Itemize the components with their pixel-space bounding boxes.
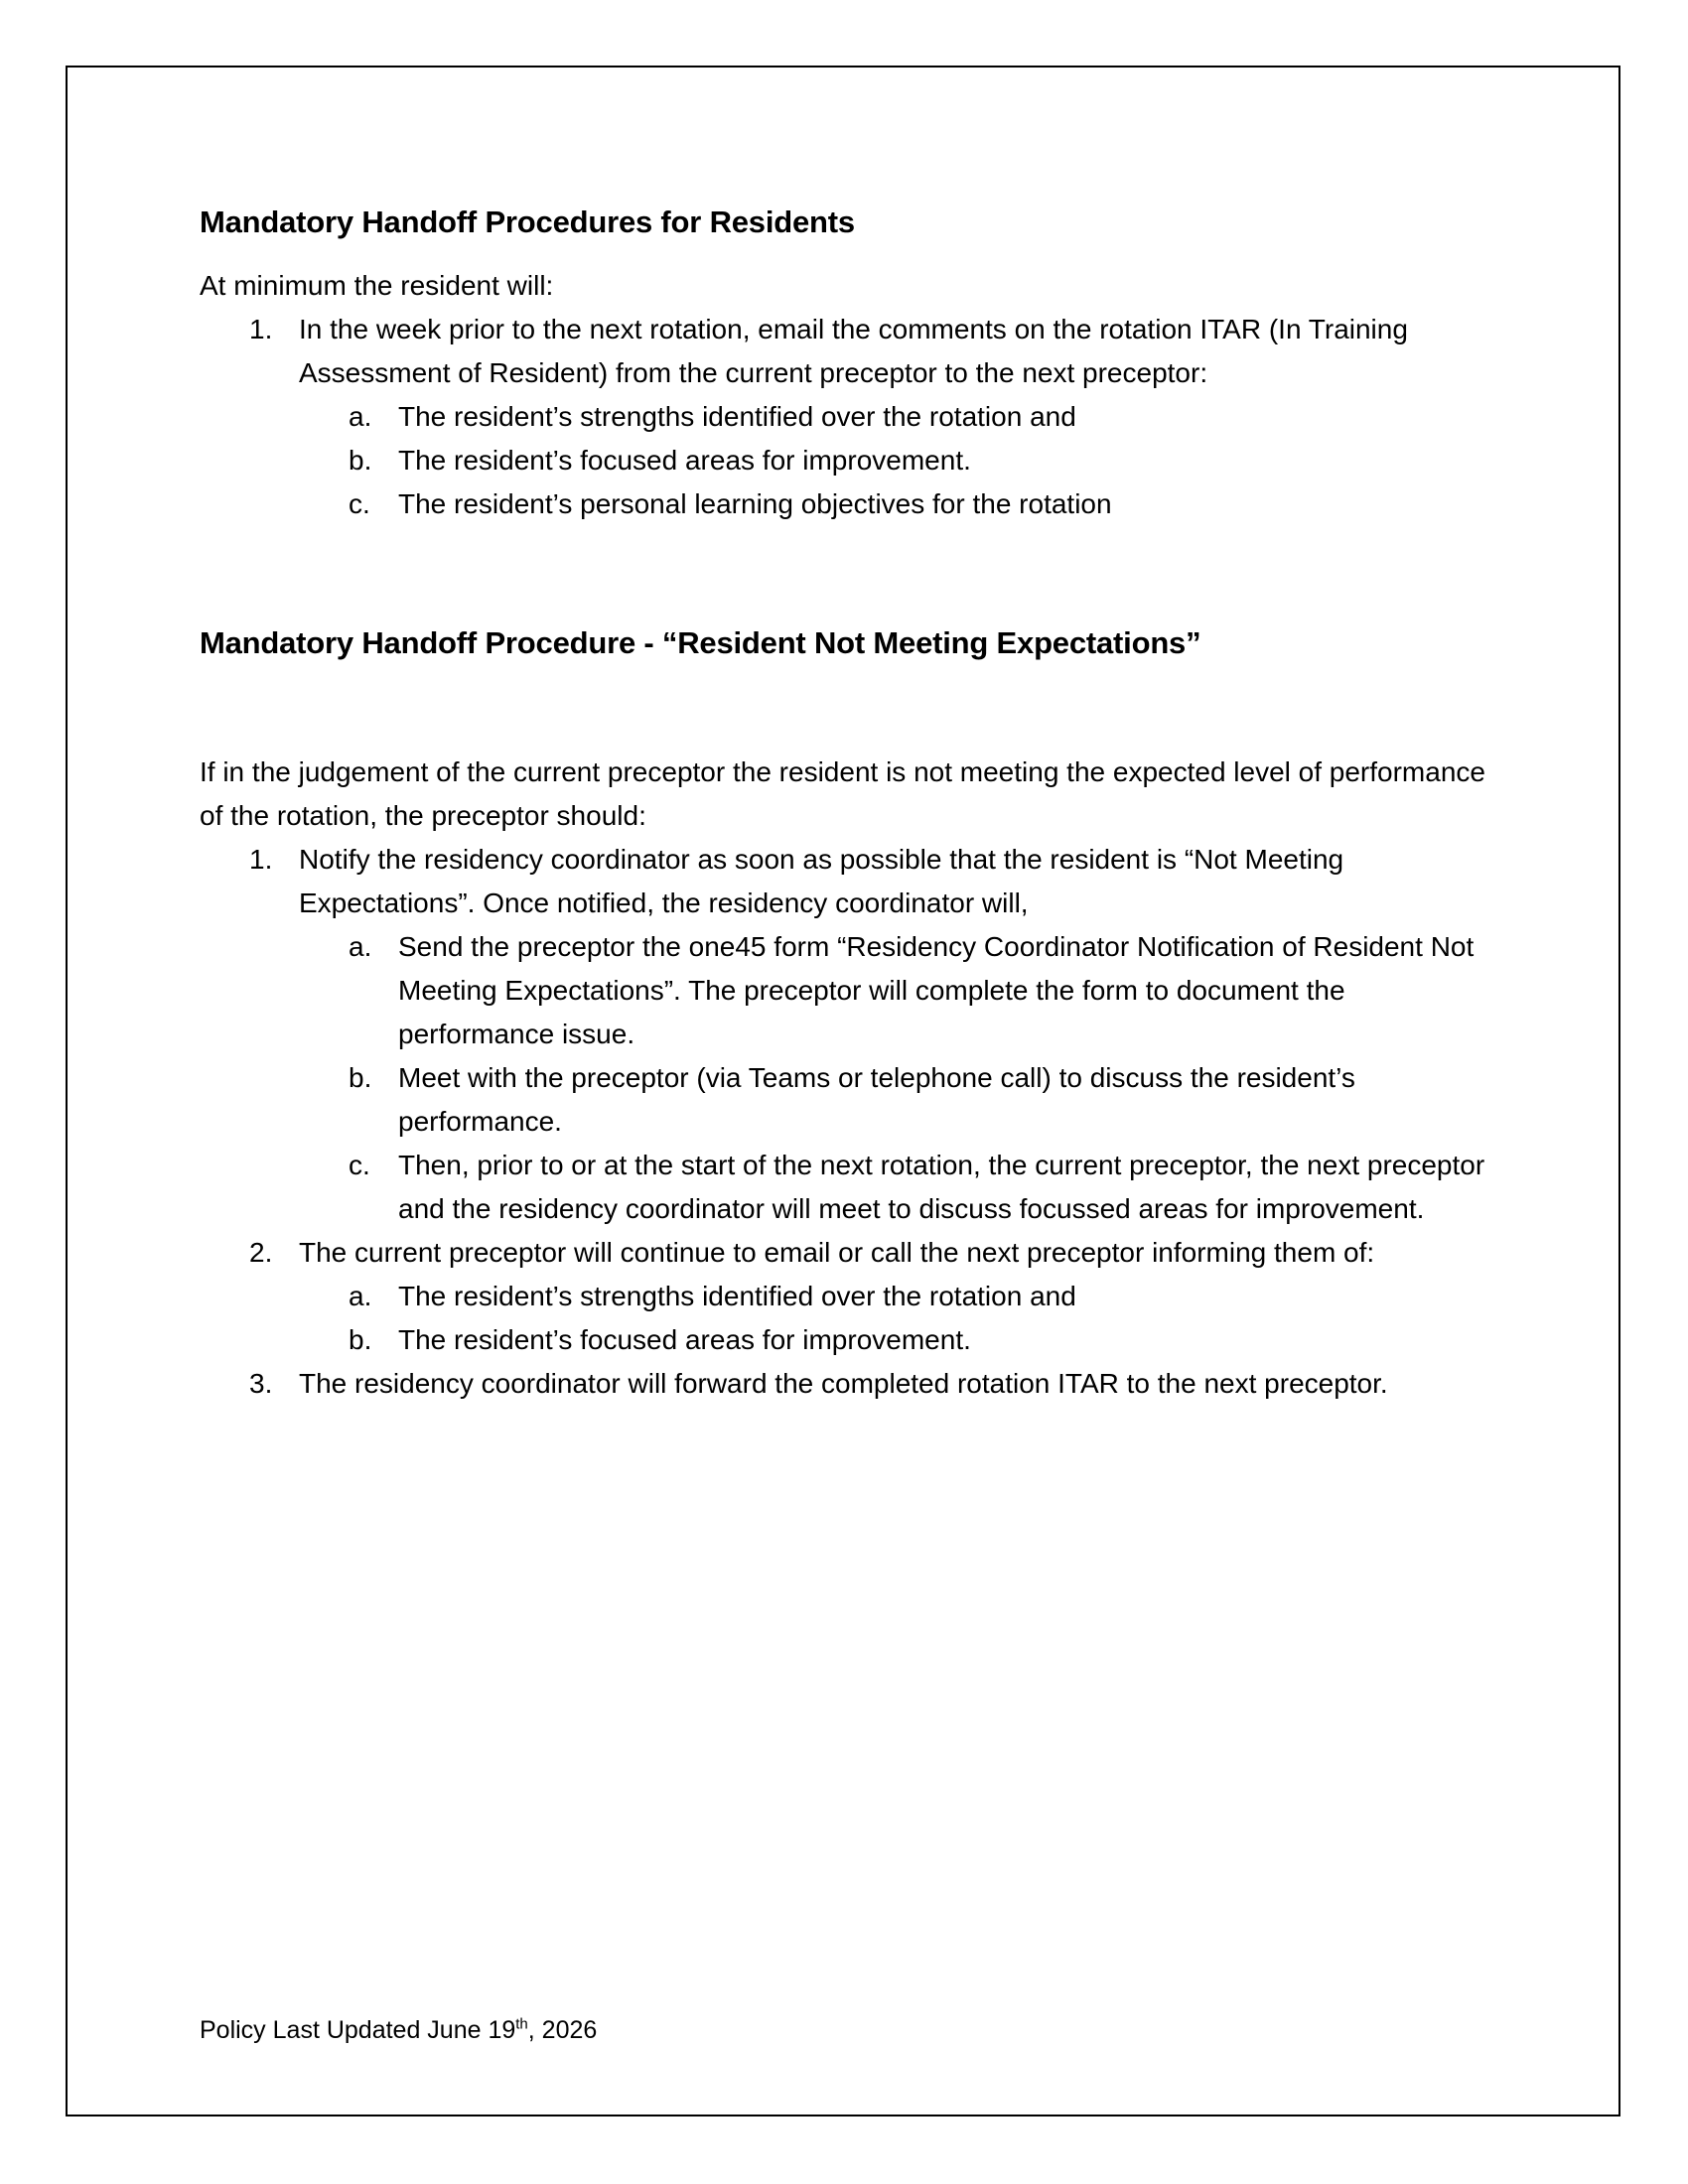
item-number: 1.: [249, 314, 273, 344]
sub-item-letter: a.: [349, 401, 372, 432]
sub-list-item: [299, 925, 1490, 1056]
item-text: In the week prior to the next rotation, email the comments on the rotation ITAR (In Training Assessment of Resident) from the current preceptor to the next preceptor:: [299, 314, 1408, 388]
section2-list: [200, 838, 1490, 1406]
sub-item-letter: a.: [349, 1281, 372, 1311]
item-text: The current preceptor will continue to email or call the next preceptor informing them of:: [299, 1237, 1375, 1268]
section2-intro: If in the judgement of the current preceptor the resident is not meeting the expected level of performance of the rotation, the preceptor should:: [200, 756, 1485, 831]
sub-list-item: [299, 395, 1451, 439]
sub-item-text: The resident’s strengths identified over the rotation and: [398, 401, 1076, 432]
sub-item-letter: b.: [349, 445, 372, 476]
sub-item-text: The resident’s focused areas for improvement.: [398, 1324, 971, 1355]
section1-heading: Mandatory Handoff Procedures for Residents: [200, 205, 855, 239]
item-text: The residency coordinator will forward the completed rotation ITAR to the next preceptor.: [299, 1368, 1388, 1399]
item-text: Notify the residency coordinator as soon as possible that the resident is “Not Meeting Expectations”. Once notified, the residency coordinator will,: [299, 844, 1344, 918]
policy-updated-footer: [200, 2010, 597, 2050]
section1-list: [200, 308, 1451, 526]
list-item: [200, 838, 1490, 1231]
sub-item-letter: c.: [349, 488, 370, 519]
sub-list: [299, 925, 1490, 1231]
footer-date-year: , 2026: [527, 2016, 598, 2044]
sub-list-item: [299, 439, 1451, 482]
sub-list: [299, 1275, 1490, 1362]
list-item: [200, 1231, 1490, 1362]
sub-item-text: Then, prior to or at the start of the next rotation, the current preceptor, the next preceptor and the residency coordinator will meet to discuss focussed areas for improvement.: [398, 1150, 1485, 1224]
sub-item-text: The resident’s strengths identified over the rotation and: [398, 1281, 1076, 1311]
sub-list-item: [299, 1056, 1490, 1144]
item-number: 2.: [249, 1237, 273, 1268]
item-number: 3.: [249, 1368, 273, 1399]
footer-date-prefix: Policy Last Updated June 19: [200, 2016, 516, 2044]
sub-item-letter: b.: [349, 1324, 372, 1355]
sub-list-item: [299, 1318, 1490, 1362]
sub-item-text: The resident’s personal learning objectives for the rotation: [398, 488, 1112, 519]
sub-item-letter: b.: [349, 1062, 372, 1093]
sub-list-item: [299, 482, 1451, 526]
list-item: [200, 1362, 1490, 1406]
sub-list: [299, 395, 1451, 526]
sub-item-text: Meet with the preceptor (via Teams or telephone call) to discuss the resident’s performance.: [398, 1062, 1355, 1137]
sub-item-letter: c.: [349, 1150, 370, 1180]
section1-intro: At minimum the resident will:: [200, 270, 554, 301]
document-body: [200, 199, 1490, 1406]
section2-heading: Mandatory Handoff Procedure - “Resident Not Meeting Expectations”: [200, 625, 1201, 660]
list-item: [200, 308, 1451, 526]
item-number: 1.: [249, 844, 273, 875]
sub-list-item: [299, 1144, 1490, 1231]
sub-list-item: [299, 1275, 1490, 1318]
footer-date-ordinal: th: [515, 2015, 528, 2033]
sub-item-text: The resident’s focused areas for improvement.: [398, 445, 971, 476]
sub-item-text: Send the preceptor the one45 form “Residency Coordinator Notification of Resident Not Meeting Expectations”. The preceptor will complete the form to document the performance issue.: [398, 931, 1475, 1049]
sub-item-letter: a.: [349, 931, 372, 962]
